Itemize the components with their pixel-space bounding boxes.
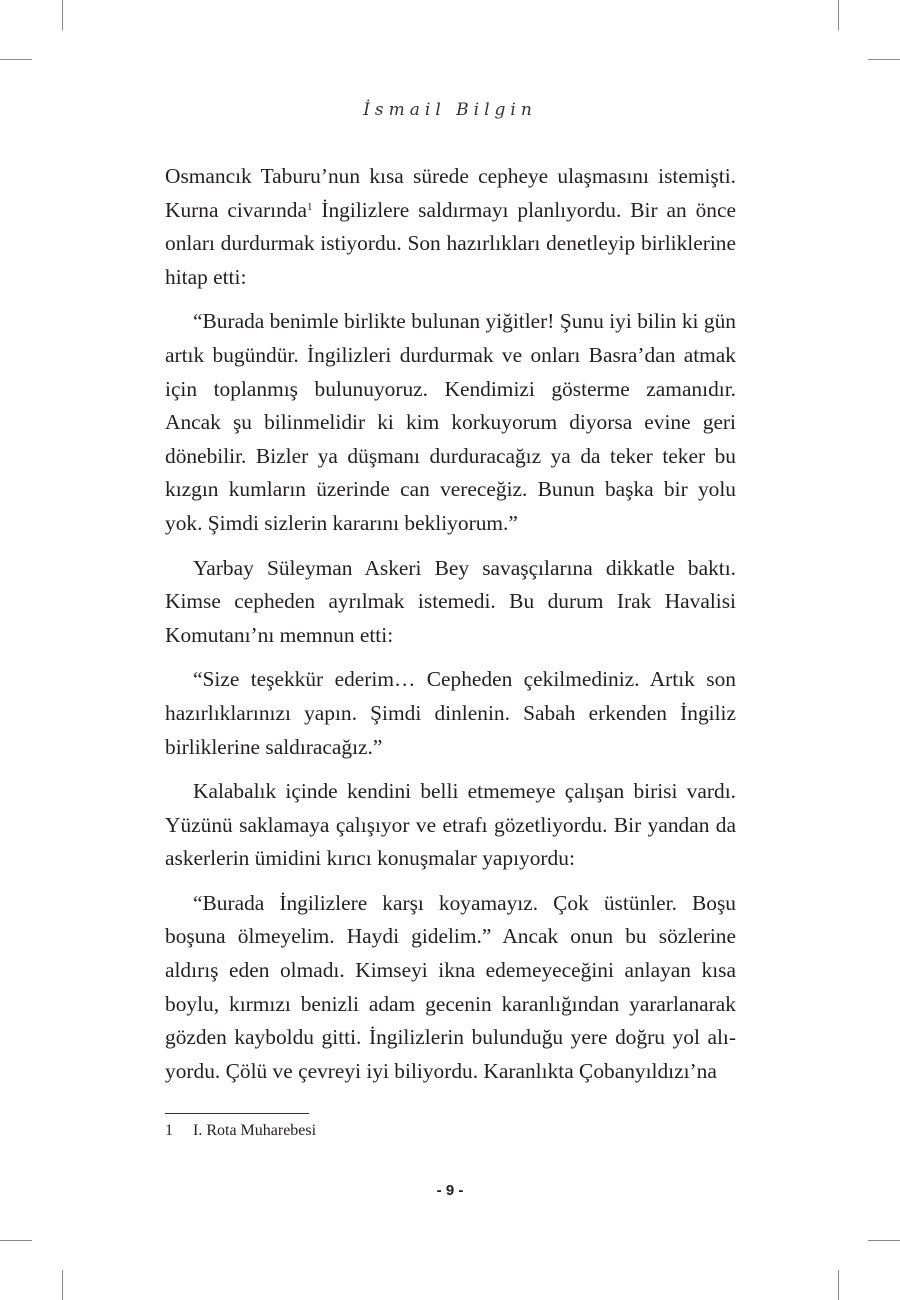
footnote-text: I. Rota Muharebesi [193, 1122, 317, 1139]
crop-mark-bottom-right-vertical [838, 1270, 839, 1300]
crop-mark-top-left-horizontal [0, 59, 32, 60]
running-header-author: İsmail Bilgin [363, 100, 537, 120]
paragraph-5: Kalabalık içinde kendini belli etmemeye çalışan birisi vardı. Yüzünü saklamaya çalışıyor ve etrafı gözetliyordu. Bir yandan da askerlerin ümidini kırıcı konuşmalar yapıyordu: [165, 779, 736, 871]
paragraph-6: “Burada İngilizlere karşı koyamayız. Çok üstünler. Boşu boşuna ölmeyelim. Haydi gidelim.” Ancak onun bu sözlerine aldırış eden olmadı. Kimseyi ikna edemeyeceğini anlayan kısa boylu, kırmızı benizli adam gecenin karanlığından yararlanarak gözden kayboldu gitti. İngilizlerin bulunduğu yere doğru yol alıyordu. Çölü ve çevreyi iyi biliyordu. Karanlıkta Çobanyıldızı’na [165, 890, 736, 1083]
crop-mark-bottom-left-horizontal [0, 1240, 32, 1241]
crop-mark-bottom-left-vertical [62, 1270, 63, 1300]
footnote-reference: 1 [306, 200, 313, 213]
crop-mark-top-right-horizontal [868, 59, 900, 60]
footnote [165, 1122, 316, 1140]
footnote-number: 1 [165, 1122, 173, 1139]
crop-mark-top-right-vertical [838, 0, 839, 30]
paragraph-2: “Burada benimle birlikte bulunan yiğitler! Şunu iyi bilin ki gün artık bugündür. İngilizleri durdurmak ve onları Basra’dan atmak için toplanmış bulunuyoruz. Kendimizi gösterme zamanıdır. Ancak şu bilinmelidir ki kim korkuyorum diyorsa evine geri dönebilir. Bizler ya düşmanı durduracağız ya da teker teker bu kızgın kumların üzerinde can vereceğiz. Bunun başka bir yolu yok. Şimdi sizlerin kararını bekliyorum.” [165, 309, 736, 535]
crop-mark-bottom-right-horizontal [868, 1240, 900, 1241]
paragraph-4: “Size teşekkür ederim… Cepheden çekilmediniz. Artık son hazırlıklarınızı yapın. Şimdi dinlenin. Sabah erkenden İngiliz birliklerine saldıracağız.” [165, 667, 736, 759]
paragraph-1-end: İngilizlere saldırmayı planlıyordu. Bir an önce onları durdurmak istiyordu. Son hazırlıkları denetleyip birliklerine hitap etti: [165, 197, 736, 289]
paragraph-3: Yarbay Süleyman Askeri Bey savaşçılarına dikkatle baktı. Kimse cepheden ayrılmak istemedi. Bu durum Irak Havalisi Komutanı’nı memnun etti: [165, 555, 736, 647]
page-number: - 9 - [436, 1182, 464, 1199]
body-text [165, 160, 736, 1099]
crop-mark-top-left-vertical [62, 0, 63, 30]
paragraph-1 [165, 160, 736, 294]
paragraph-1-start: Osmancık Taburu’nun kısa sürede cepheye ulaşmasını istemişti. Kurna civarında [165, 164, 736, 222]
footnote-rule [165, 1113, 309, 1114]
